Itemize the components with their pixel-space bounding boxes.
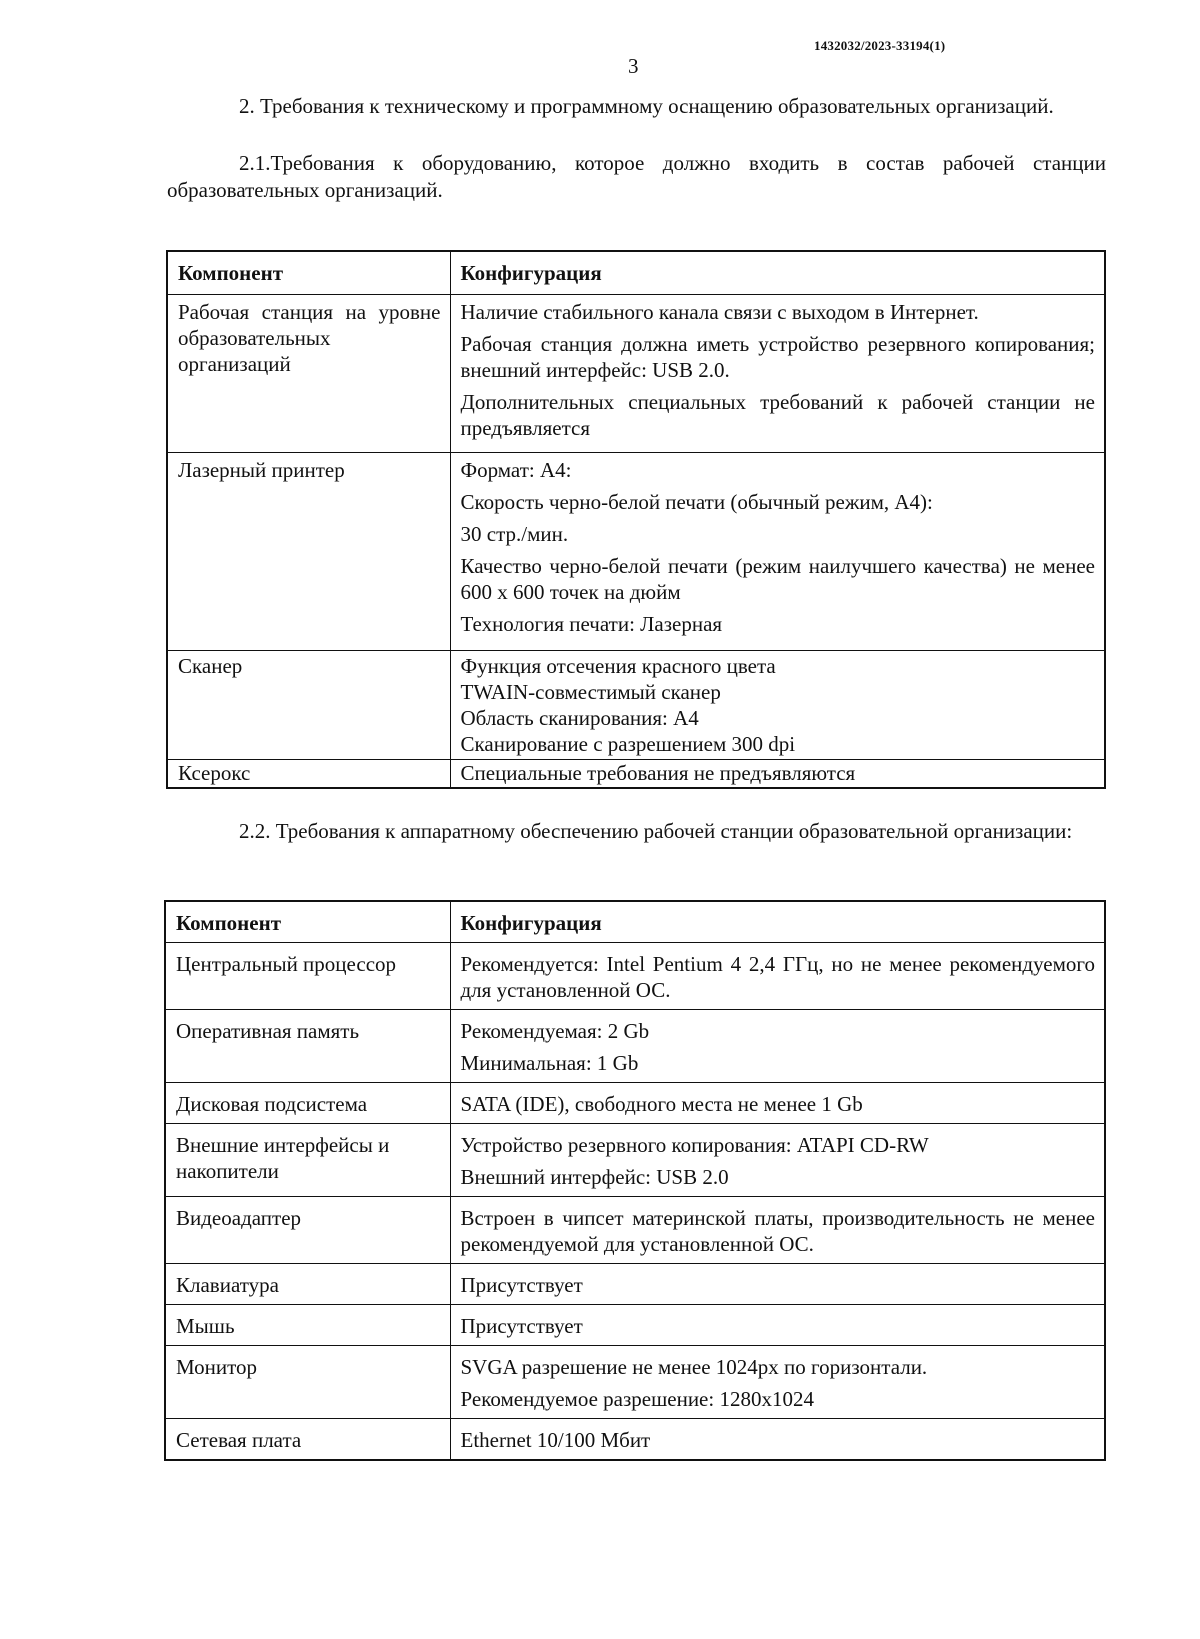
config-line: Технология печати: Лазерная	[460, 612, 723, 636]
column-header-component: Компонент	[165, 901, 450, 943]
config-line: SATA (IDE), свободного места не менее 1 Gb	[460, 1092, 863, 1116]
component-cell: Клавиатура	[165, 1264, 450, 1305]
configuration-cell	[450, 760, 1105, 789]
config-line: Присутствует	[460, 1314, 583, 1338]
column-header-configuration: Конфигурация	[450, 251, 1105, 295]
config-line: Устройство резервного копирования: ATAPI CD-RW	[460, 1133, 929, 1157]
table-row	[165, 1124, 1105, 1197]
config-line: Ethernet 10/100 Мбит	[460, 1428, 651, 1452]
config-line: Формат: А4:	[460, 458, 572, 482]
configuration-cell	[450, 1419, 1105, 1461]
configuration-cell	[450, 295, 1105, 453]
configuration-cell	[450, 1305, 1105, 1346]
configuration-cell	[450, 453, 1105, 651]
config-line: Наличие стабильного канала связи с выходом в Интернет.	[460, 300, 979, 324]
config-line: Рабочая станция должна иметь устройство резервного копирования; внешний интерфейс: USB 2.0.	[460, 332, 1095, 382]
component-cell: Мышь	[165, 1305, 450, 1346]
table-header-row	[167, 251, 1105, 295]
page-number: 3	[628, 54, 639, 78]
configuration-cell	[450, 1124, 1105, 1197]
component-cell: Внешние интерфейсы и накопители	[165, 1124, 450, 1197]
section-2-heading: 2. Требования к техническому и программному оснащению образовательных организаций.	[239, 94, 1054, 118]
config-line: Рекомендуемая: 2 Gb	[460, 1019, 650, 1043]
configuration-cell	[450, 1010, 1105, 1083]
table-row	[167, 453, 1105, 651]
config-line: Внешний интерфейс: USB 2.0	[460, 1165, 729, 1189]
config-line: Качество черно-белой печати (режим наилучшего качества) не менее 600 x 600 точек на дюйм	[460, 554, 1095, 604]
config-line: Минимальная: 1 Gb	[460, 1051, 639, 1075]
component-cell: Ксерокс	[167, 760, 450, 789]
config-line: Встроен в чипсет материнской платы, производительность не менее рекомендуемой для установленной ОС.	[460, 1206, 1095, 1256]
component-cell: Дисковая подсистема	[165, 1083, 450, 1124]
configuration-cell	[450, 1264, 1105, 1305]
table-row	[165, 1346, 1105, 1419]
component-cell: Видеоадаптер	[165, 1197, 450, 1264]
config-line: TWAIN-совместимый сканер	[460, 680, 721, 704]
hardware-requirements-table	[164, 900, 1106, 1461]
config-line: Рекомендуется: Intel Pentium 4 2,4 ГГц, но не менее рекомендуемого для установленной ОС.	[460, 952, 1095, 1002]
table-row	[167, 760, 1105, 789]
table-header-row	[165, 901, 1105, 943]
column-header-component: Компонент	[167, 251, 450, 295]
table-row	[167, 295, 1105, 453]
config-line: Область сканирования: А4	[460, 706, 699, 730]
config-line: Сканирование с разрешением 300 dpi	[460, 732, 796, 756]
configuration-cell	[450, 943, 1105, 1010]
config-line: SVGA разрешение не менее 1024px по горизонтали.	[460, 1355, 928, 1379]
component-cell: Монитор	[165, 1346, 450, 1419]
equipment-requirements-table	[166, 250, 1106, 789]
config-line: Рекомендуемое разрешение: 1280x1024	[460, 1387, 814, 1411]
config-line: Дополнительных специальных требований к рабочей станции не предъявляется	[460, 390, 1095, 440]
configuration-cell	[450, 1083, 1105, 1124]
component-cell: Лазерный принтер	[167, 453, 450, 651]
configuration-cell	[450, 1346, 1105, 1419]
table-row	[165, 1010, 1105, 1083]
table-row	[165, 1197, 1105, 1264]
table-row	[165, 1419, 1105, 1461]
config-line: Функция отсечения красного цвета	[460, 654, 776, 678]
config-line: 30 стр./мин.	[460, 522, 569, 546]
component-cell: Рабочая станция на уровне образовательных организаций	[167, 295, 450, 453]
component-cell: Центральный процессор	[165, 943, 450, 1010]
configuration-cell	[450, 1197, 1105, 1264]
config-line: Специальные требования не предъявляются	[460, 761, 856, 785]
component-cell: Сетевая плата	[165, 1419, 450, 1461]
table-row	[167, 651, 1105, 760]
config-line: Присутствует	[460, 1273, 583, 1297]
table-row	[165, 1305, 1105, 1346]
component-cell: Оперативная память	[165, 1010, 450, 1083]
table-row	[165, 1264, 1105, 1305]
configuration-cell	[450, 651, 1105, 760]
section-2-2-heading: 2.2. Требования к аппаратному обеспечению рабочей станции образовательной организации:	[239, 819, 1073, 843]
table-row	[165, 1083, 1105, 1124]
component-cell: Сканер	[167, 651, 450, 760]
column-header-configuration: Конфигурация	[450, 901, 1105, 943]
config-line: Скорость черно-белой печати (обычный режим, А4):	[460, 490, 933, 514]
table-row	[165, 943, 1105, 1010]
document-registration-number: 1432032/2023-33194(1)	[814, 38, 946, 53]
section-2-1-heading: 2.1.Требования к оборудованию, которое должно входить в состав рабочей станции образовательных организаций.	[167, 151, 1106, 202]
